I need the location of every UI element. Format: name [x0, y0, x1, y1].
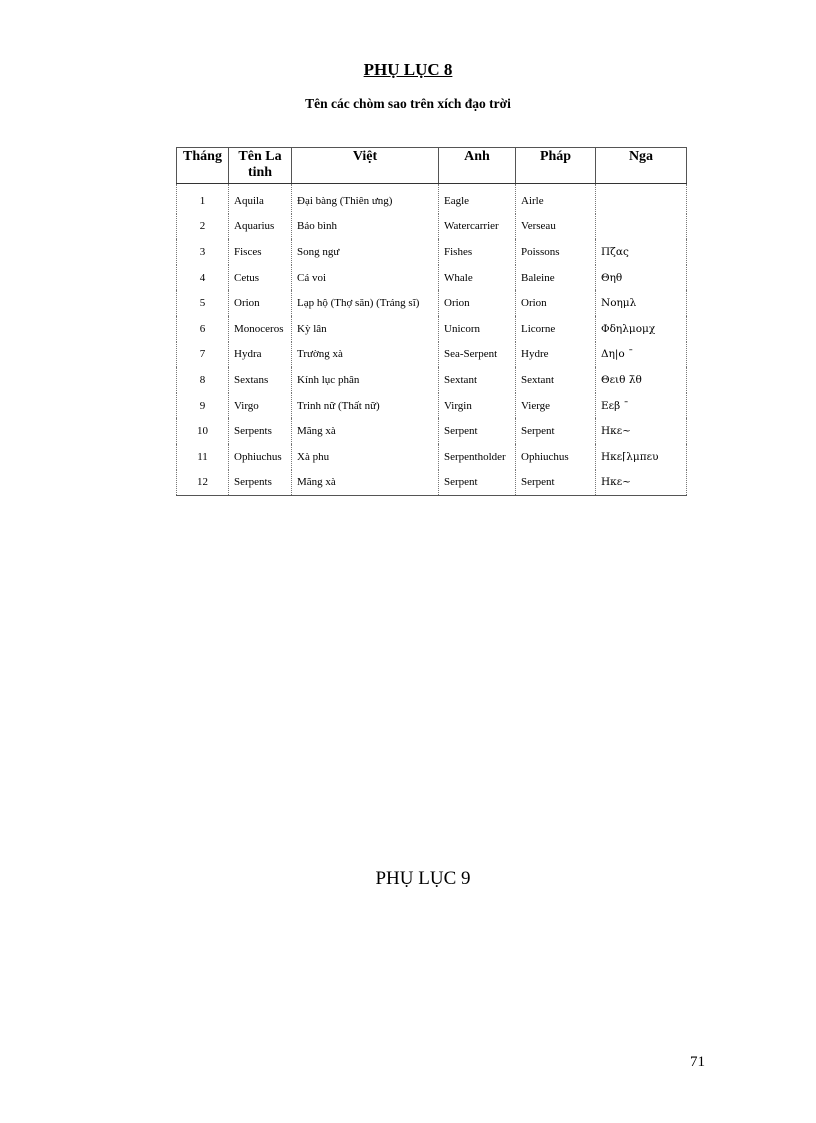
french-cell: Serpent [516, 418, 596, 444]
vietnamese-cell: Kính lục phân [292, 367, 439, 393]
latin-cell: Virgo [229, 393, 292, 419]
french-cell: Sextant [516, 367, 596, 393]
month-cell: 10 [177, 418, 229, 444]
table-row [177, 214, 687, 240]
french-cell: Orion [516, 290, 596, 316]
table-row [177, 418, 687, 444]
english-cell: Whale [439, 265, 516, 291]
month-cell: 1 [177, 184, 229, 214]
month-cell: 6 [177, 316, 229, 342]
latin-cell: Cetus [229, 265, 292, 291]
french-cell: Serpent [516, 470, 596, 496]
table-row [177, 316, 687, 342]
vietnamese-cell: Cá voi [292, 265, 439, 291]
french-cell: Airle [516, 184, 596, 214]
english-cell: Eagle [439, 184, 516, 214]
table-row [177, 444, 687, 470]
french-cell: Vierge [516, 393, 596, 419]
latin-cell: Orion [229, 290, 292, 316]
french-cell: Poissons [516, 239, 596, 265]
english-cell: Unicorn [439, 316, 516, 342]
russian-cell: Ηκε~ [596, 418, 687, 444]
table-header-row [177, 148, 687, 184]
vietnamese-cell: Mãng xà [292, 418, 439, 444]
latin-cell: Aquila [229, 184, 292, 214]
vietnamese-cell: Đại bàng (Thiên ưng) [292, 184, 439, 214]
month-cell: 7 [177, 342, 229, 368]
russian-cell: Ηκε⌈λμπευ [596, 444, 687, 470]
header-month: Tháng [177, 148, 229, 184]
english-cell: Virgin [439, 393, 516, 419]
vietnamese-cell: Lạp hộ (Thợ săn) (Tráng sĩ) [292, 290, 439, 316]
latin-cell: Serpents [229, 418, 292, 444]
russian-cell: Πζας [596, 239, 687, 265]
month-cell: 3 [177, 239, 229, 265]
table-row [177, 239, 687, 265]
appendix-8-title: PHỤ LỤC 8 [363, 60, 453, 79]
table-row [177, 342, 687, 368]
latin-cell: Sextans [229, 367, 292, 393]
russian-cell: Εεβ ¯ [596, 393, 687, 419]
russian-cell: Νοημλ [596, 290, 687, 316]
french-cell: Ophiuchus [516, 444, 596, 470]
header-russian: Nga [596, 148, 687, 184]
header-latin-name: Tên La tinh [229, 148, 292, 184]
french-cell: Baleine [516, 265, 596, 291]
month-cell: 2 [177, 214, 229, 240]
vietnamese-cell: Xà phu [292, 444, 439, 470]
latin-cell: Aquarius [229, 214, 292, 240]
vietnamese-cell: Mãng xà [292, 470, 439, 496]
english-cell: Sextant [439, 367, 516, 393]
appendix-9-title: PHỤ LỤC 9 [375, 868, 471, 889]
english-cell: Serpent [439, 418, 516, 444]
english-cell: Sea-Serpent [439, 342, 516, 368]
table-caption: Tên các chòm sao trên xích đạo trời [305, 96, 511, 111]
table-row [177, 393, 687, 419]
russian-cell: Ηκε~ [596, 470, 687, 496]
month-cell: 5 [177, 290, 229, 316]
page-number: 71 [690, 1054, 705, 1070]
vietnamese-cell: Trinh nữ (Thất nữ) [292, 393, 439, 419]
latin-cell: Fisces [229, 239, 292, 265]
month-cell: 4 [177, 265, 229, 291]
english-cell: Serpent [439, 470, 516, 496]
header-english: Anh [439, 148, 516, 184]
vietnamese-cell: Song ngư [292, 239, 439, 265]
table-row [177, 265, 687, 291]
vietnamese-cell: Bảo bình [292, 214, 439, 240]
month-cell: 11 [177, 444, 229, 470]
table-row [177, 290, 687, 316]
russian-cell [596, 214, 687, 240]
table-row [177, 470, 687, 496]
latin-cell: Hydra [229, 342, 292, 368]
header-french: Pháp [516, 148, 596, 184]
constellation-table [176, 147, 687, 496]
table-row [177, 367, 687, 393]
vietnamese-cell: Kỳ lân [292, 316, 439, 342]
russian-cell: Θηθ [596, 265, 687, 291]
russian-cell [596, 184, 687, 214]
french-cell: Verseau [516, 214, 596, 240]
english-cell: Watercarrier [439, 214, 516, 240]
english-cell: Orion [439, 290, 516, 316]
russian-cell: Δη|ο ¯ [596, 342, 687, 368]
russian-cell: Φδηλμομχ [596, 316, 687, 342]
month-cell: 9 [177, 393, 229, 419]
english-cell: Fishes [439, 239, 516, 265]
english-cell: Serpentholder [439, 444, 516, 470]
table-row [177, 184, 687, 214]
russian-cell: Θειθ λ̄θ [596, 367, 687, 393]
header-vietnamese: Việt [292, 148, 439, 184]
month-cell: 12 [177, 470, 229, 496]
latin-cell: Serpents [229, 470, 292, 496]
french-cell: Hydre [516, 342, 596, 368]
french-cell: Licorne [516, 316, 596, 342]
month-cell: 8 [177, 367, 229, 393]
latin-cell: Monoceros [229, 316, 292, 342]
vietnamese-cell: Trường xà [292, 342, 439, 368]
latin-cell: Ophiuchus [229, 444, 292, 470]
